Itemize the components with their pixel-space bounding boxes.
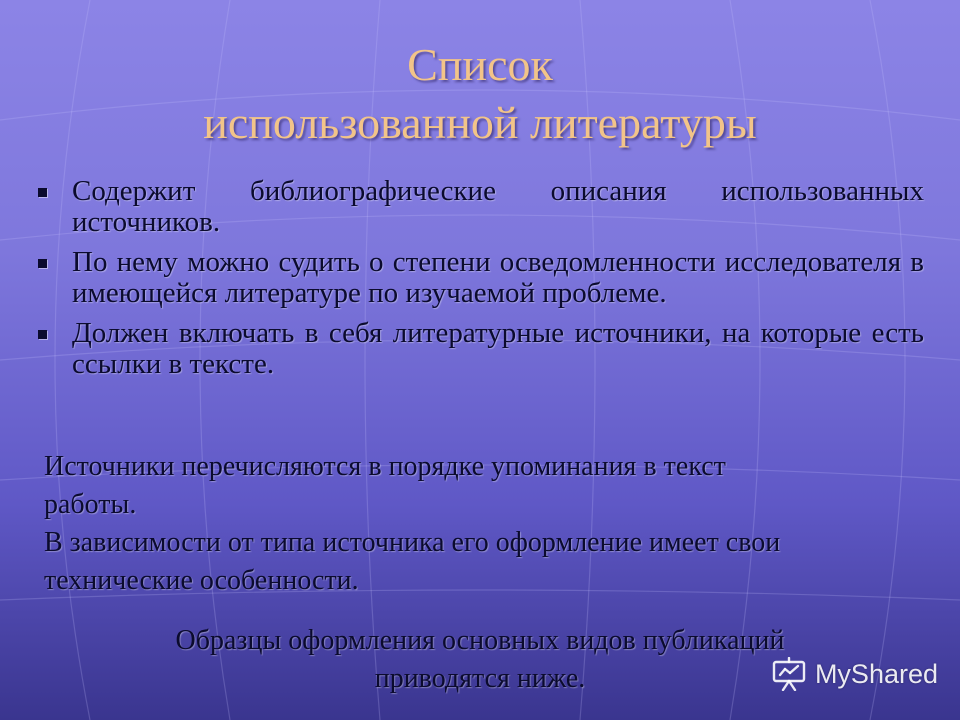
presentation-board-icon [771,657,807,691]
paragraph-line: работы. [44,489,137,520]
square-bullet-icon [38,259,47,268]
square-bullet-icon [38,330,47,339]
paragraph-line: Источники перечисляются в порядке упоминания в текст [44,451,726,482]
slide-title [0,36,960,152]
footer-line: приводятся ниже. [374,663,586,694]
footer-note [120,622,840,698]
watermark-text: MyShared [814,658,938,689]
bullet-item [38,247,924,309]
myshared-watermark [771,656,938,692]
body-paragraph [44,448,924,600]
bullet-text: По нему можно судить о степени осведомленности исследователя в имеющейся литературе по изучаемой проблеме. [72,246,924,309]
footer-line: Образцы оформления основных видов публикаций [175,625,785,656]
bullet-text: Должен включать в себя литературные источники, на которые есть ссылки в тексте. [72,317,924,380]
square-bullet-icon [38,188,47,197]
bullet-text: Содержит библиографические описания использованных источников. [72,175,924,238]
title-line-2: использованной литературы [203,97,757,148]
paragraph-line: технические особенности. [44,565,359,596]
bullet-item [38,176,924,238]
paragraph-line: В зависимости от типа источника его оформление имеет свои [44,527,781,558]
bullet-item [38,318,924,380]
bullet-list [38,176,924,389]
title-line-1: Список [407,39,553,90]
